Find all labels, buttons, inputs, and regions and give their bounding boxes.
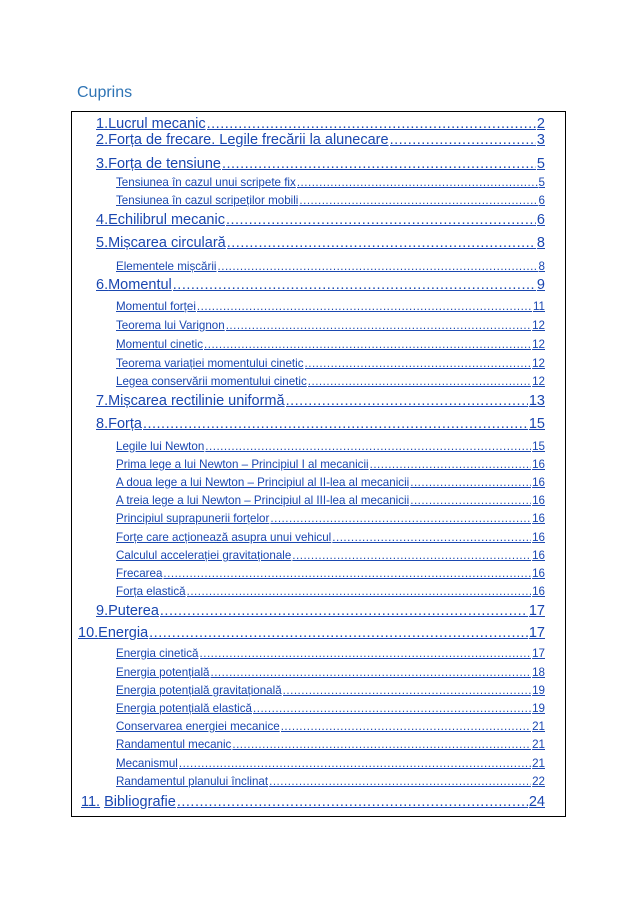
toc-entry-label: Teorema variației momentului cinetic (116, 357, 304, 370)
toc-entry-label: Bibliografie (104, 794, 176, 810)
toc-entry-page: 24 (528, 794, 545, 810)
toc-dot-leader (283, 684, 531, 697)
toc-entry-page: 8 (536, 235, 545, 251)
toc-dot-leader (226, 319, 531, 332)
toc-dot-leader (173, 277, 536, 293)
toc-subentry[interactable] (116, 357, 545, 370)
toc-entry-page: 21 (532, 738, 545, 751)
toc-dot-leader (410, 476, 531, 489)
toc-entry-page: 6 (538, 194, 545, 207)
toc-entry-label: Echilibrul mecanic (108, 212, 225, 228)
toc-entry-label: Principiul suprapunerii forțelor (116, 512, 270, 525)
toc-dot-leader (286, 393, 528, 409)
toc-entry-number: 8. (96, 416, 109, 432)
toc-entry[interactable] (96, 212, 545, 228)
toc-subentry[interactable] (116, 738, 545, 751)
toc-subentry[interactable] (116, 300, 545, 313)
toc-dot-leader (269, 775, 531, 788)
toc-entry-number: 4. (96, 212, 109, 228)
toc-entry-page: 16 (532, 476, 545, 489)
toc-dot-leader (222, 156, 536, 172)
toc-container (71, 111, 566, 817)
toc-entry-label: Forțe care acționează asupra unui vehicul (116, 531, 332, 544)
toc-subentry[interactable] (116, 458, 545, 471)
toc-subentry[interactable] (116, 666, 545, 679)
toc-entry[interactable] (96, 277, 545, 293)
toc-subentry[interactable] (116, 375, 545, 388)
toc-entry-label: Energia (98, 625, 149, 641)
toc-subentry[interactable] (116, 684, 545, 697)
toc-entry-page: 17 (528, 603, 545, 619)
toc-dot-leader (410, 494, 531, 507)
toc-entry-page: 6 (536, 212, 545, 228)
toc-subentry[interactable] (116, 494, 545, 507)
toc-entry-page: 17 (528, 625, 545, 641)
toc-entry[interactable] (96, 156, 545, 172)
toc-dot-leader (207, 116, 536, 132)
toc-entry-page: 15 (532, 440, 545, 453)
toc-entry-label: Forța elastică (116, 585, 186, 598)
toc-entry-page: 5 (536, 156, 545, 172)
toc-subentry[interactable] (116, 440, 545, 453)
toc-entry-page: 18 (532, 666, 545, 679)
toc-entry[interactable] (81, 794, 545, 810)
toc-dot-leader (308, 375, 531, 388)
toc-entry-number: 1. (96, 116, 109, 132)
toc-entry-number: 3. (96, 156, 109, 172)
toc-dot-leader (227, 235, 536, 251)
toc-entry-number: 7. (96, 393, 109, 409)
toc-dot-leader (187, 585, 532, 598)
toc-entry-label: Momentul forței (116, 300, 196, 313)
toc-entry-label: Tensiunea în cazul unui scripete fix (116, 176, 296, 189)
toc-entry-label: Legea conservării momentului cinetic (116, 375, 307, 388)
toc-subentry[interactable] (116, 194, 545, 207)
toc-dot-leader (149, 625, 528, 641)
toc-subentry[interactable] (116, 549, 545, 562)
toc-entry[interactable] (96, 132, 545, 148)
toc-entry-page: 3 (536, 132, 545, 148)
toc-dot-leader (390, 132, 536, 148)
toc-entry-label: Conservarea energiei mecanice (116, 720, 280, 733)
toc-subentry[interactable] (116, 260, 545, 273)
toc-dot-leader (253, 702, 531, 715)
toc-entry[interactable] (96, 235, 545, 251)
toc-entry-label: Frecarea (116, 567, 163, 580)
toc-entry-label: Forța de frecare. Legile frecării la alunecare (108, 132, 389, 148)
toc-entry-label: Mișcarea rectilinie uniformă (108, 393, 285, 409)
toc-dot-leader (297, 176, 538, 189)
toc-entry-label: Elementele mișcării (116, 260, 217, 273)
toc-entry-page: 12 (532, 319, 545, 332)
toc-subentry[interactable] (116, 319, 545, 332)
toc-entry-label: Prima lege a lui Newton – Principiul I al mecanicii (116, 458, 369, 471)
toc-entry-page: 21 (532, 720, 545, 733)
toc-entry-label: Randamentul planului înclinat (116, 775, 269, 788)
toc-subentry[interactable] (116, 702, 545, 715)
toc-entry[interactable] (96, 416, 545, 432)
toc-entry-number: 6. (96, 277, 109, 293)
toc-dot-leader (332, 531, 531, 544)
toc-dot-leader (200, 647, 532, 660)
toc-entry-label: Momentul (108, 277, 172, 293)
toc-entry-page: 2 (536, 116, 545, 132)
toc-entry-page: 8 (538, 260, 545, 273)
toc-subentry[interactable] (116, 647, 545, 660)
toc-entry-page: 16 (532, 585, 545, 598)
toc-entry-label: Energia cinetică (116, 647, 199, 660)
toc-subentry[interactable] (116, 567, 545, 580)
toc-dot-leader (305, 357, 532, 370)
toc-entry[interactable] (78, 625, 545, 641)
toc-dot-leader (179, 757, 531, 770)
toc-entry-number: 11. (81, 794, 101, 810)
toc-entry-label: Tensiunea în cazul scripeților mobili (116, 194, 299, 207)
toc-entry-page: 16 (532, 494, 545, 507)
toc-entry-label: Teorema lui Varignon (116, 319, 225, 332)
toc-entry-page: 5 (538, 176, 545, 189)
toc-subentry[interactable] (116, 476, 545, 489)
toc-entry-label: Mișcarea circulară (108, 235, 226, 251)
toc-entry-label: Momentul cinetic (116, 338, 203, 351)
toc-subentry[interactable] (116, 512, 545, 525)
toc-dot-leader (143, 416, 528, 432)
toc-entry[interactable] (96, 603, 545, 619)
toc-dot-leader (292, 549, 531, 562)
toc-dot-leader (281, 720, 531, 733)
toc-entry-page: 12 (532, 375, 545, 388)
toc-entry-number: 5. (96, 235, 109, 251)
toc-entry-number: 2. (96, 132, 109, 148)
toc-entry-page: 13 (528, 393, 545, 409)
toc-dot-leader (177, 794, 528, 810)
toc-dot-leader (370, 458, 531, 471)
toc-dot-leader (270, 512, 531, 525)
toc-dot-leader (232, 738, 531, 751)
toc-entry-page: 16 (532, 567, 545, 580)
toc-entry-label: A treia lege a lui Newton – Principiul al III-lea al mecanicii (116, 494, 410, 507)
toc-entry-label: Legile lui Newton (116, 440, 205, 453)
toc-entry-page: 19 (532, 702, 545, 715)
toc-entry-page: 17 (532, 647, 545, 660)
toc-entry-number: 10. (78, 625, 99, 641)
toc-entry-page: 16 (532, 458, 545, 471)
toc-entry-page: 16 (532, 512, 545, 525)
toc-entry-label: Calculul accelerației gravitaționale (116, 549, 292, 562)
toc-entry-page: 11 (532, 300, 545, 313)
toc-entry-label: Forța de tensiune (108, 156, 221, 172)
toc-entry-page: 12 (532, 357, 545, 370)
toc-entry-label: Energia potențială gravitațională (116, 684, 282, 697)
toc-entry-page: 21 (532, 757, 545, 770)
toc-entry-page: 19 (532, 684, 545, 697)
toc-entry-page: 16 (532, 549, 545, 562)
toc-dot-leader (210, 666, 531, 679)
toc-dot-leader (218, 260, 538, 273)
toc-dot-leader (163, 567, 531, 580)
toc-subentry[interactable] (116, 338, 545, 351)
toc-entry-label: Lucrul mecanic (108, 116, 206, 132)
toc-entry-page: 15 (528, 416, 545, 432)
toc-entry-label: Forța (108, 416, 142, 432)
toc-entry-page: 22 (532, 775, 545, 788)
toc-dot-leader (299, 194, 537, 207)
toc-entry-label: A doua lege a lui Newton – Principiul al II-lea al mecanicii (116, 476, 410, 489)
toc-entry-page: 12 (532, 338, 545, 351)
toc-dot-leader (160, 603, 528, 619)
toc-subentry[interactable] (116, 176, 545, 189)
toc-entry[interactable] (96, 116, 545, 132)
toc-subentry[interactable] (116, 757, 545, 770)
toc-subentry[interactable] (116, 585, 545, 598)
toc-subentry[interactable] (116, 531, 545, 544)
toc-entry-label: Energia potențială elastică (116, 702, 252, 715)
toc-entry-number: 9. (96, 603, 109, 619)
toc-entry-label: Mecanismul (116, 757, 178, 770)
toc-subentry[interactable] (116, 775, 545, 788)
toc-subentry[interactable] (116, 720, 545, 733)
toc-entry-page: 16 (532, 531, 545, 544)
toc-entry-page: 9 (536, 277, 545, 293)
toc-dot-leader (205, 440, 531, 453)
toc-entry[interactable] (96, 393, 545, 409)
toc-entry-label: Energia potențială (116, 666, 210, 679)
toc-entry-label: Puterea (108, 603, 159, 619)
toc-title: Cuprins (77, 84, 133, 101)
toc-dot-leader (204, 338, 531, 351)
toc-dot-leader (197, 300, 532, 313)
toc-entry-label: Randamentul mecanic (116, 738, 232, 751)
toc-dot-leader (226, 212, 536, 228)
